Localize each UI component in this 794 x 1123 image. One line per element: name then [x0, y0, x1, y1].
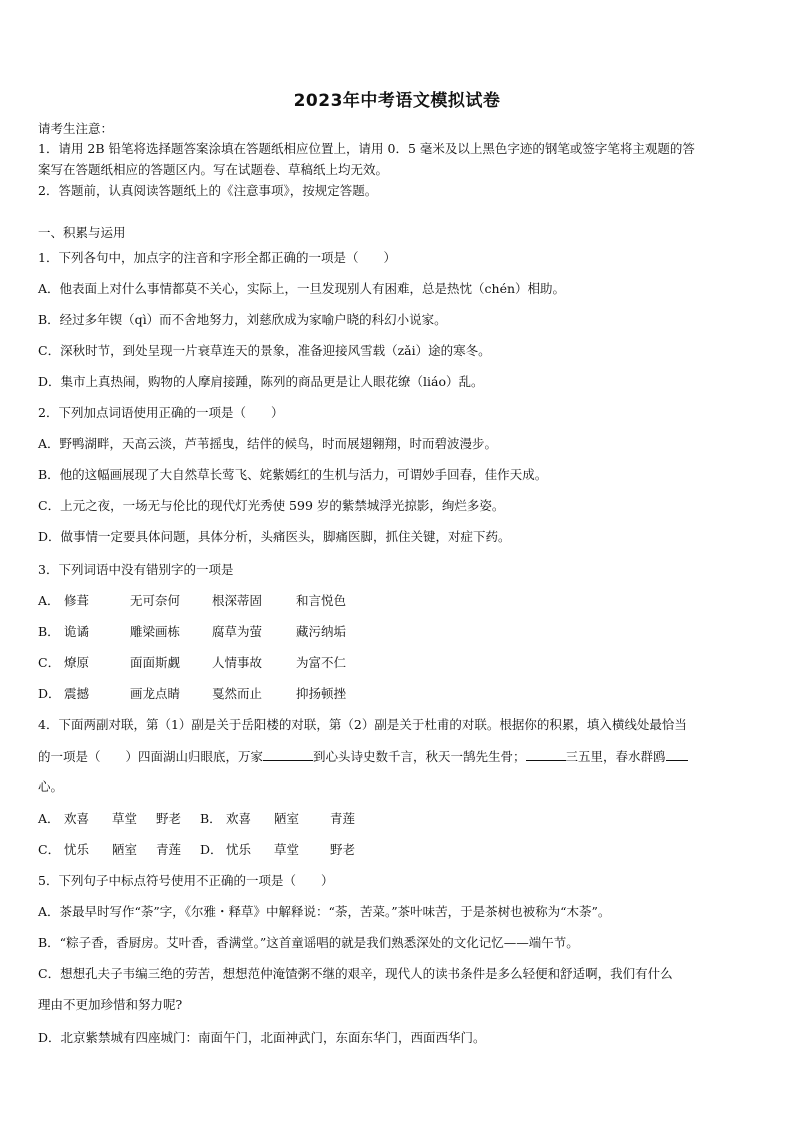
q4-blank-1 [263, 748, 313, 761]
q5-option-d: D．北京紫禁城有四座城门：南面午门，北面神武门，东面东华门，西面西华门。 [38, 1030, 486, 1045]
section-heading: 一、积累与运用 [38, 225, 126, 240]
q4-blank-2 [526, 748, 566, 761]
notice-heading: 请考生注意： [38, 121, 114, 136]
notice-line-1: 1．请用 2B 铅笔将选择题答案涂填在答题纸相应位置上，请用 0．5 毫米及以上黑色字迹的钢笔或签字笔将主观题的答 [38, 141, 695, 156]
q2-stem: 2．下列加点词语使用正确的一项是（ ） [38, 405, 284, 420]
page-title: 2023年中考语文模拟试卷 [293, 91, 501, 111]
q2-option-c: C．上元之夜，一场无与伦比的现代灯光秀使 599 岁的紫禁城浮光掠影，绚烂多姿。 [38, 498, 505, 513]
q2-option-d: D．做事情一定要具体问题，具体分析，头痛医头，脚痛医脚，抓住关键，对症下药。 [38, 529, 511, 544]
q1-stem: 1．下列各句中，加点字的注音和字形全都正确的一项是（ ） [38, 250, 396, 265]
q4-line-1: 4．下面两副对联，第（1）副是关于岳阳楼的对联，第（2）副是关于杜甫的对联。根据你的积累，填入横线处最恰当 [38, 717, 687, 732]
q4-blank-3 [666, 748, 688, 761]
q3-stem: 3．下列词语中没有错别字的一项是 [38, 562, 234, 577]
q5-option-c-line-2: 理由不更加珍惜和努力呢? [38, 997, 183, 1012]
q2-option-b: B．他的这幅画展现了大自然草长莺飞、姹紫嫣红的生机与活力，可谓妙手回春，佳作天成。 [38, 467, 548, 482]
notice-line-2: 2．答题前，认真阅读答题纸上的《注意事项》，按规定答题。 [38, 183, 378, 198]
q5-option-b: B．“粽子香，香厨房。艾叶香，香满堂。”这首童谣唱的就是我们熟悉深处的文化记忆——端午节。 [38, 935, 579, 950]
q1-option-d: D．集市上真热闹，购物的人摩肩接踵，陈列的商品更是让人眼花缭（liáo）乱。 [38, 374, 484, 389]
q4-line-3: 心。 [38, 779, 64, 794]
q3-option-a: A． 修葺 无可奈何 根深蒂固 和言悦色 [38, 593, 347, 608]
q4-line-2: 的一项是（ ）四面湖山归眼底，万家 到心头诗史数千言，秋天一鹄先生骨； 三五里，春水群鸥 [38, 748, 760, 765]
q1-option-c: C．深秋时节，到处呈现一片衰草连天的景象，准备迎接风雪载（zǎi）途的寒冬。 [38, 343, 491, 358]
q5-option-c-line-1: C．想想孔夫子韦编三绝的劳苦，想想范仲淹馇粥不继的艰辛，现代人的读书条件是多么轻便和舒适啊，我们有什么 [38, 966, 673, 981]
q5-stem: 5．下列句子中标点符号使用不正确的一项是（ ） [38, 873, 334, 888]
q4-options-cd: C． 忧乐 陋室 青莲 D． 忧乐 草堂 野老 [38, 842, 356, 857]
q1-option-b: B．经过多年锲（qì）而不舍地努力，刘慈欣成为家喻户晓的科幻小说家。 [38, 312, 447, 327]
notice-line-1b: 案写在答题纸相应的答题区内。写在试题卷、草稿纸上均无效。 [38, 162, 389, 177]
q3-option-d: D． 震撼 画龙点睛 戛然而止 抑扬顿挫 [38, 686, 347, 701]
q4-options-ab: A． 欢喜 草堂 野老 B． 欢喜 陋室 青莲 [38, 811, 356, 826]
q5-option-a: A．茶最早时写作“荼”字，《尔雅・释草》中解释说：“荼，苦菜。”茶叶味苦，于是茶树也被称为“木荼”。 [38, 904, 611, 919]
q2-option-a: A．野鸭湖畔，天高云淡，芦苇摇曳，结伴的候鸟，时而展翅翱翔，时而碧波漫步。 [38, 436, 498, 451]
q3-option-b: B． 诡谲 雕梁画栋 腐草为萤 藏污纳垢 [38, 624, 347, 639]
q3-option-c: C． 燎原 面面斯觑 人情事故 为富不仁 [38, 655, 347, 670]
q1-option-a: A．他表面上对什么事情都莫不关心，实际上，一旦发现别人有困难，总是热忱（chén）相助。 [38, 281, 566, 296]
